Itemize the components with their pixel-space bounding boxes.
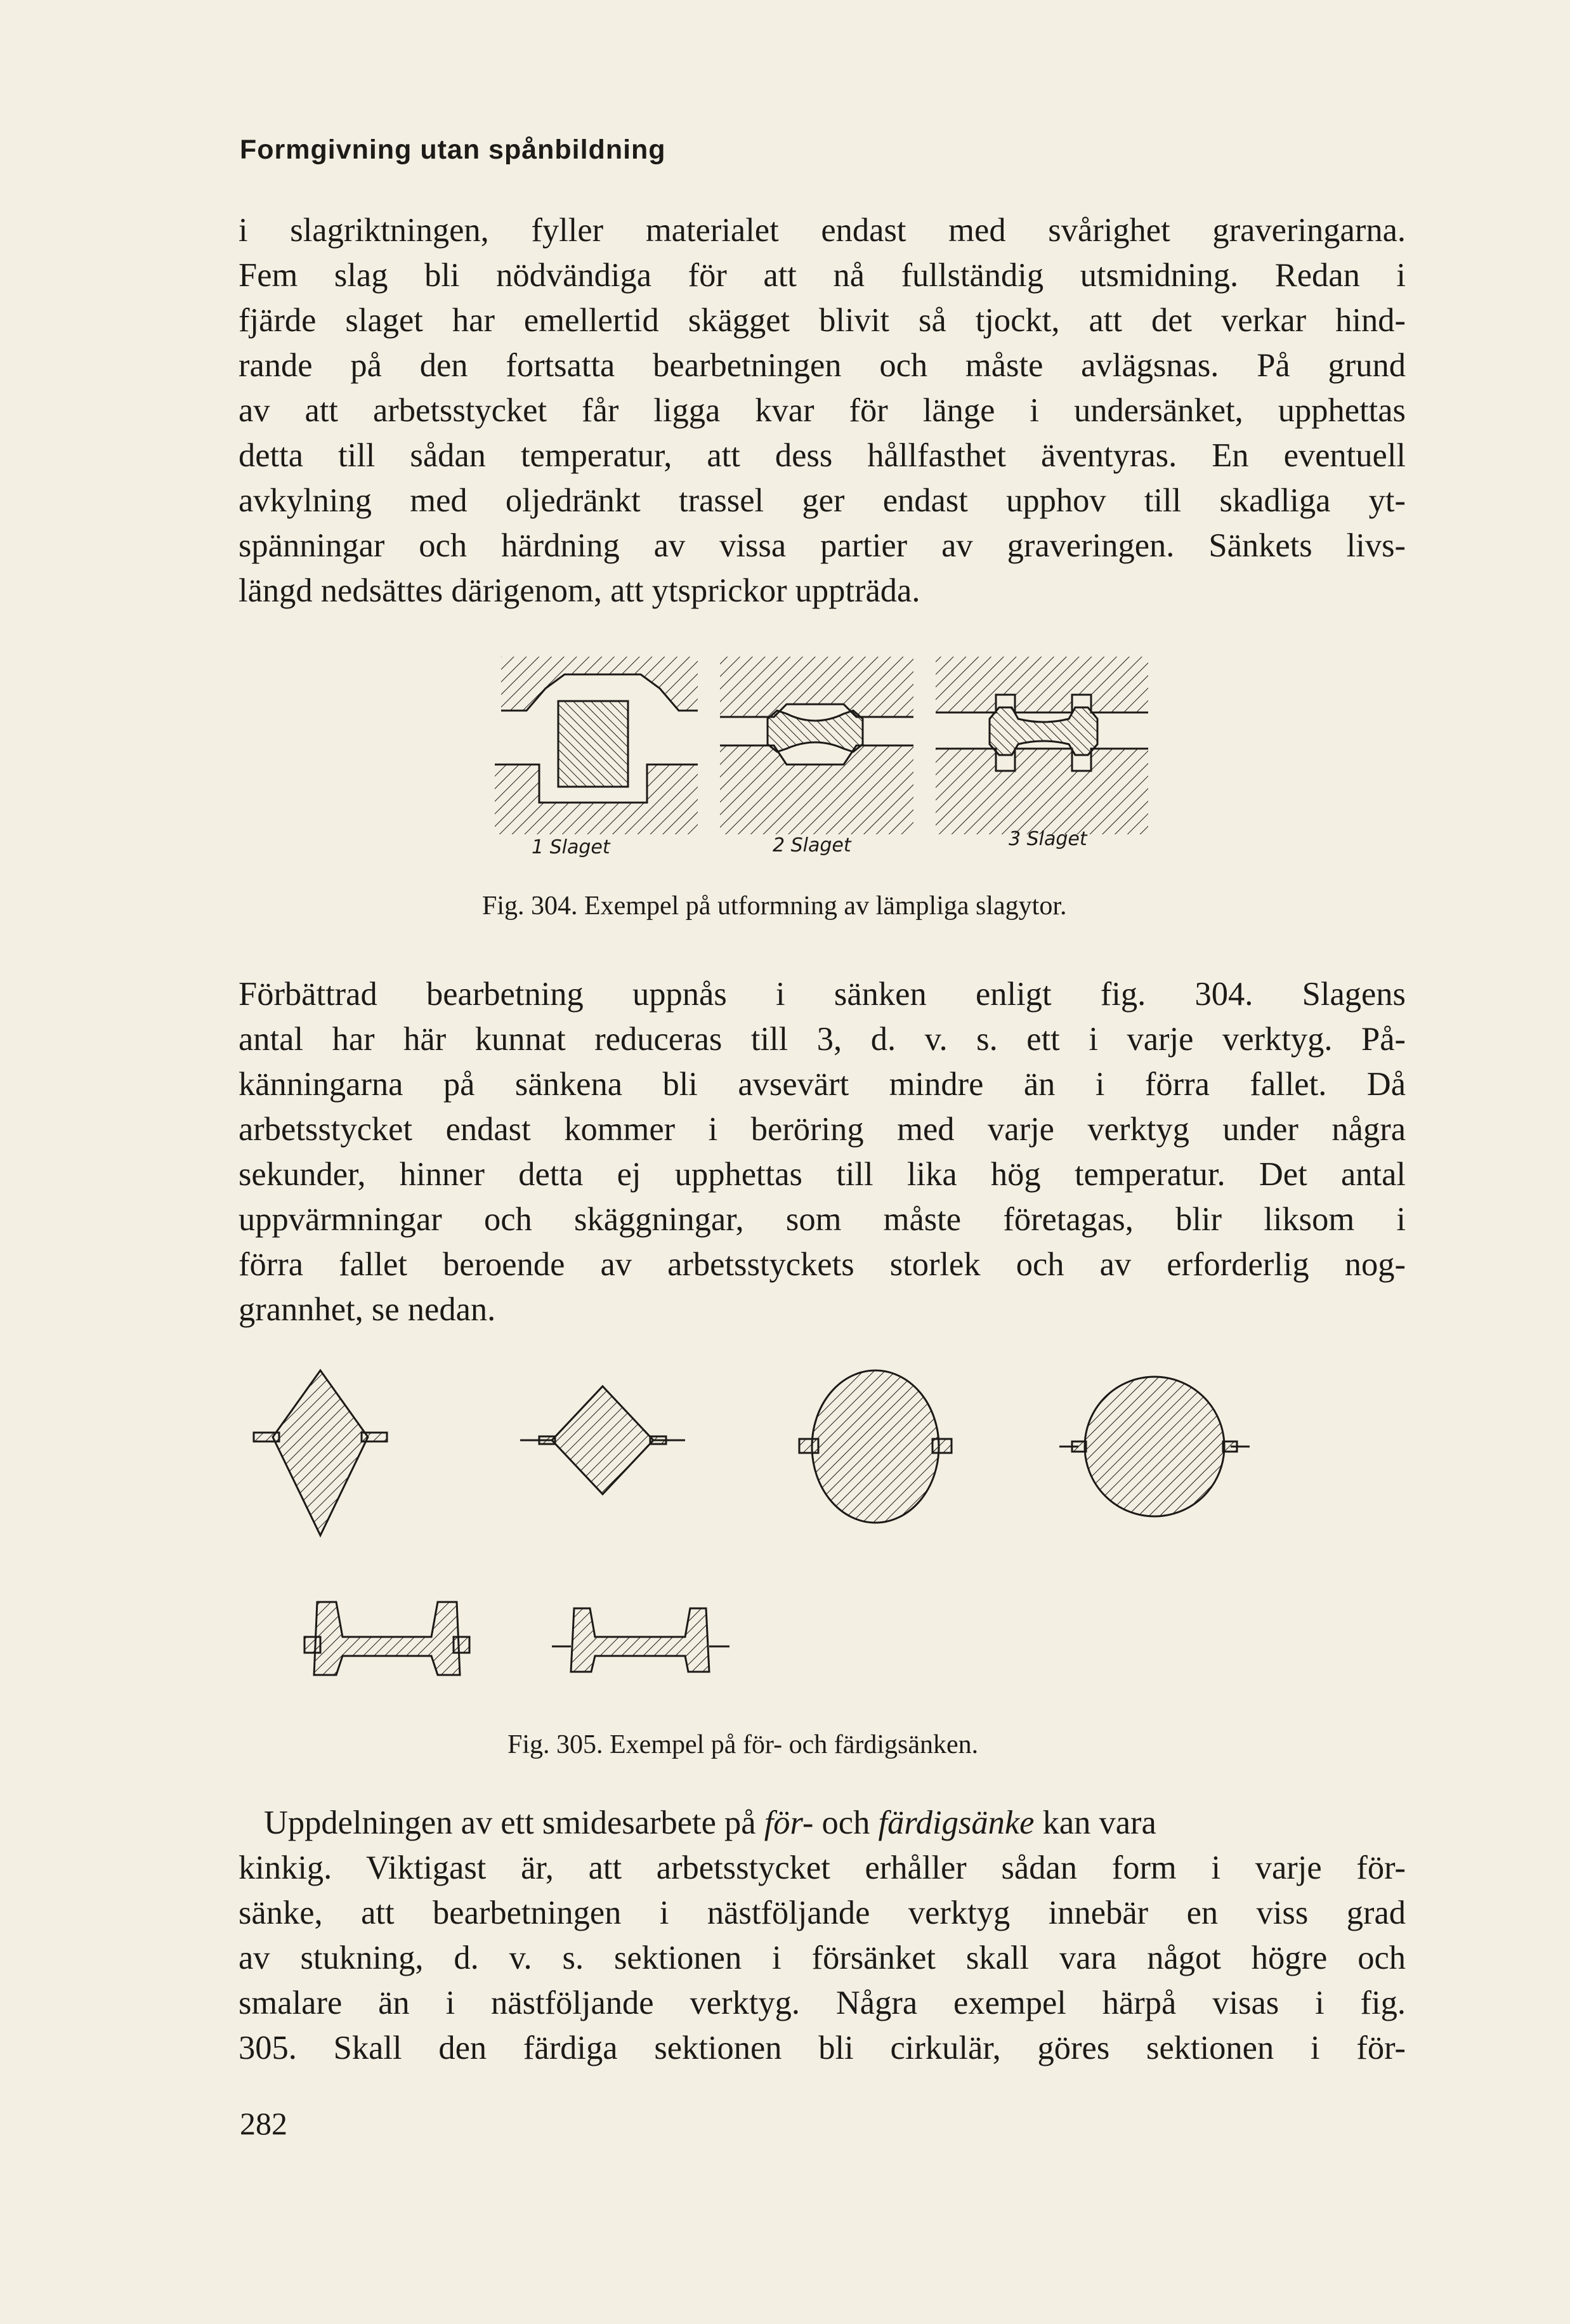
text-line: antal har här kunnat reduceras till 3, d. v. s. ett i varje verktyg. På-	[239, 1021, 1406, 1058]
section-spool-rough	[304, 1602, 469, 1675]
paragraph-1	[239, 208, 1406, 614]
figure-304-label-1: 1 Slaget	[532, 836, 610, 858]
text-line: arbetsstycket endast kommer i beröring med varje verktyg under några	[239, 1111, 1406, 1148]
text-line: smalare än i nästföljande verktyg. Några exempel härpå visas i fig.	[239, 1985, 1406, 2021]
section-spool-finish	[552, 1608, 729, 1672]
section-circle-round	[1059, 1377, 1250, 1516]
text-line: 305. Skall den färdiga sektionen bli cirkulär, göres sektionen i för-	[239, 2030, 1406, 2066]
text-line: känningarna på sänkena bli avsevärt mindre än i förra fallet. Då	[239, 1066, 1406, 1103]
figure-304-drawing	[488, 644, 1161, 860]
figure-305-drawing	[241, 1358, 1484, 1719]
emphasis-for: för-	[764, 1804, 814, 1841]
text-line: detta till sådan temperatur, att dess hållfasthet äventyras. En eventuell	[239, 437, 1406, 474]
text-line: kinkig. Viktigast är, att arbetsstycket erhåller sådan form i varje för-	[239, 1849, 1406, 1886]
running-header: Formgivning utan spånbildning	[240, 135, 666, 165]
die-slag-3	[936, 657, 1148, 834]
section-diamond-flat	[520, 1386, 685, 1494]
text-line: grannhet, se nedan.	[239, 1291, 496, 1328]
text-line: i slagriktningen, fyller materialet endast med svårighet graveringarna.	[239, 212, 1406, 249]
section-circle-tall	[799, 1370, 952, 1523]
text-line: förra fallet beroende av arbetsstyckets storlek och av erforderlig nog-	[239, 1246, 1406, 1283]
text-line: längd nedsättes därigenom, att ytsprickor uppträda.	[239, 572, 920, 609]
page-number: 282	[240, 2106, 287, 2141]
text-line	[239, 1801, 1406, 1846]
text-line: sekunder, hinner detta ej upphettas till lika hög temperatur. Det antal	[239, 1156, 1406, 1193]
text-run: kan vara	[1034, 1804, 1156, 1841]
text-run: Uppdelningen av ett smidesarbete på	[264, 1804, 764, 1841]
die-slag-2	[720, 657, 913, 834]
text-line: Förbättrad bearbetning uppnås i sänken enligt fig. 304. Slagens	[239, 976, 1406, 1013]
figure-304-label-2: 2 Slaget	[773, 834, 851, 857]
text-line: sänke, att bearbetningen i nästföljande verktyg innebär en viss grad	[239, 1894, 1406, 1931]
section-diamond-tall	[254, 1370, 387, 1535]
figure-305-caption: Fig. 305. Exempel på för- och färdigsänken.	[507, 1730, 979, 1759]
text-line: av att arbetsstycket får ligga kvar för länge i undersänket, upphettas	[239, 392, 1406, 429]
die-slag-1	[495, 657, 698, 834]
text-line: rande på den fortsatta bearbetningen och måste avlägsnas. På grund	[239, 347, 1406, 384]
text-line: fjärde slaget har emellertid skägget blivit så tjockt, att det verkar hind-	[239, 302, 1406, 339]
text-run: och	[813, 1804, 879, 1841]
text-line: uppvärmningar och skäggningar, som måste företagas, blir liksom i	[239, 1201, 1406, 1238]
figure-304-caption: Fig. 304. Exempel på utformning av lämpliga slagytor.	[482, 891, 1067, 921]
text-line: Fem slag bli nödvändiga för att nå fullständig utsmidning. Redan i	[239, 257, 1406, 294]
emphasis-fardigsanke: färdigsänke	[878, 1804, 1035, 1841]
text-line: av stukning, d. v. s. sektionen i försänket skall vara något högre och	[239, 1940, 1406, 1976]
paragraph-2	[239, 972, 1406, 1332]
text-line: avkylning med oljedränkt trassel ger endast upphov till skadliga yt-	[239, 482, 1406, 519]
text-line: spänningar och härdning av vissa partier av graveringen. Sänkets livs-	[239, 527, 1406, 564]
figure-304-label-3: 3 Slaget	[1009, 828, 1087, 850]
paragraph-3	[239, 1801, 1406, 2071]
